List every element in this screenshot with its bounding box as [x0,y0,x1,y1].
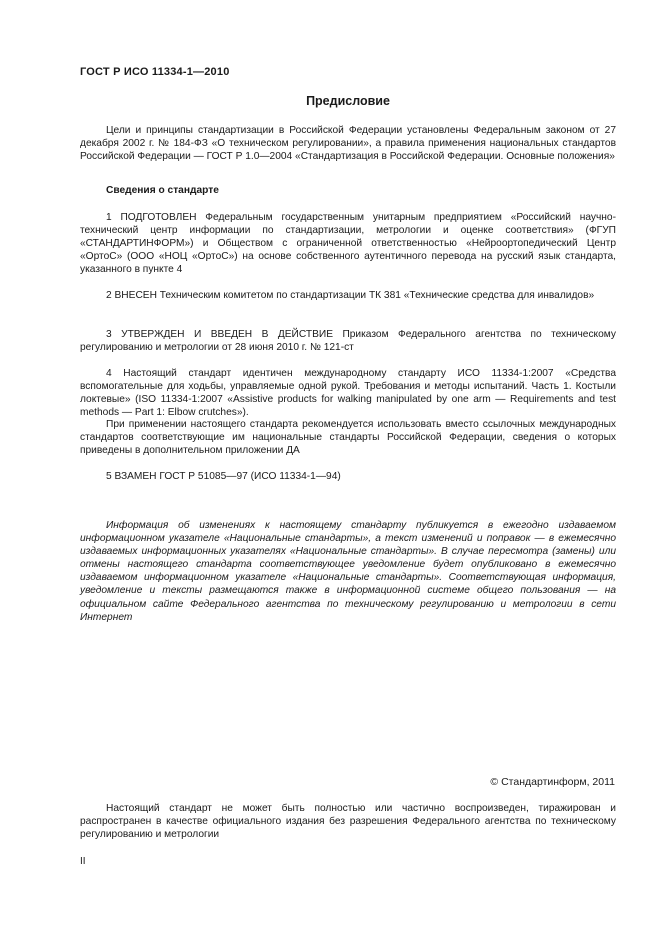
reproduction-paragraph: Настоящий стандарт не может быть полностью или частично воспроизведен, тиражирован и распространен в качестве официального издания без разрешения Федерального агентства по техническому регулированию и метрологии [80,803,616,841]
item-2-paragraph: 2 ВНЕСЕН Техническим комитетом по стандартизации ТК 381 «Технические средства для инвалидов» [106,290,595,301]
notice-paragraph: Информация об изменениях к настоящему стандарту публикуется в ежегодно издаваемом информационном указателе «Национальные стандарты», а текст изменений и поправок — в ежемесячно издаваемых информационных указателях «Национальные стандарты». В случае пересмотра (замены) или отмены настоящего стандарта соответствующее уведомление будет опубликовано в ежемесячно издаваемом информационном указателе «Национальные стандарты». Соответствующая информация, уведомление и тексты размещаются также в информационной системе общего пользования — на официальном сайте Федерального агентства по техническому регулированию и метрологии в сети Интернет [80,520,616,623]
item-1-paragraph: 1 ПОДГОТОВЛЕН Федеральным государственным унитарным предприятием «Российский научно-технический центр информации по стандартизации, метрологии и оценке соответствия» (ФГУП «СТАНДАРТИНФОРМ») и Обществом с ограниченной ответственностью «Нейроортопедический Центр «ОртоС» (ООО «НОЦ «ОртоС») на основе собственного аутентичного перевода на русский язык стандарта, указанного в пункте 4 [80,212,616,276]
copyright-notice: © Стандартинформ, 2011 [490,776,615,788]
page-title: Предисловие [306,94,390,108]
page-number: II [80,856,86,867]
section-subheading: Сведения о стандарте [106,185,219,196]
document-header: ГОСТ Р ИСО 11334-1—2010 [80,66,230,78]
item-4-note-paragraph: При применении настоящего стандарта рекомендуется использовать вместо ссылочных международных стандартов соответствующие им национальные стандарты Российской Федерации, сведения о которых приведены в дополнительном приложении ДА [80,419,616,457]
item-3-paragraph: 3 УТВЕРЖДЕН И ВВЕДЕН В ДЕЙСТВИЕ Приказом Федерального агентства по техническому регулированию и метрологии от 28 июня 2010 г. № 121-ст [80,329,616,354]
item-4-paragraph: 4 Настоящий стандарт идентичен международному стандарту ИСО 11334-1:2007 «Средства вспомогательные для ходьбы, управляемые одной рукой. Требования и методы испытаний. Часть 1. Костыли локтевые» (ISO 11334-1:2007 «Assistive products for walking manipulated by one arm — Requirements and test methods — Part 1: Elbow crutches»). [80,368,616,419]
item-5-paragraph: 5 ВЗАМЕН ГОСТ Р 51085—97 (ИСО 11334-1—94) [106,471,341,482]
intro-paragraph: Цели и принципы стандартизации в Российской Федерации установлены Федеральным законом от 27 декабря 2002 г. № 184-ФЗ «О техническом регулировании», а правила применения национальных стандартов Российской Федерации — ГОСТ Р 1.0—2004 «Стандартизация в Российской Федерации. Основные положения» [80,125,616,163]
